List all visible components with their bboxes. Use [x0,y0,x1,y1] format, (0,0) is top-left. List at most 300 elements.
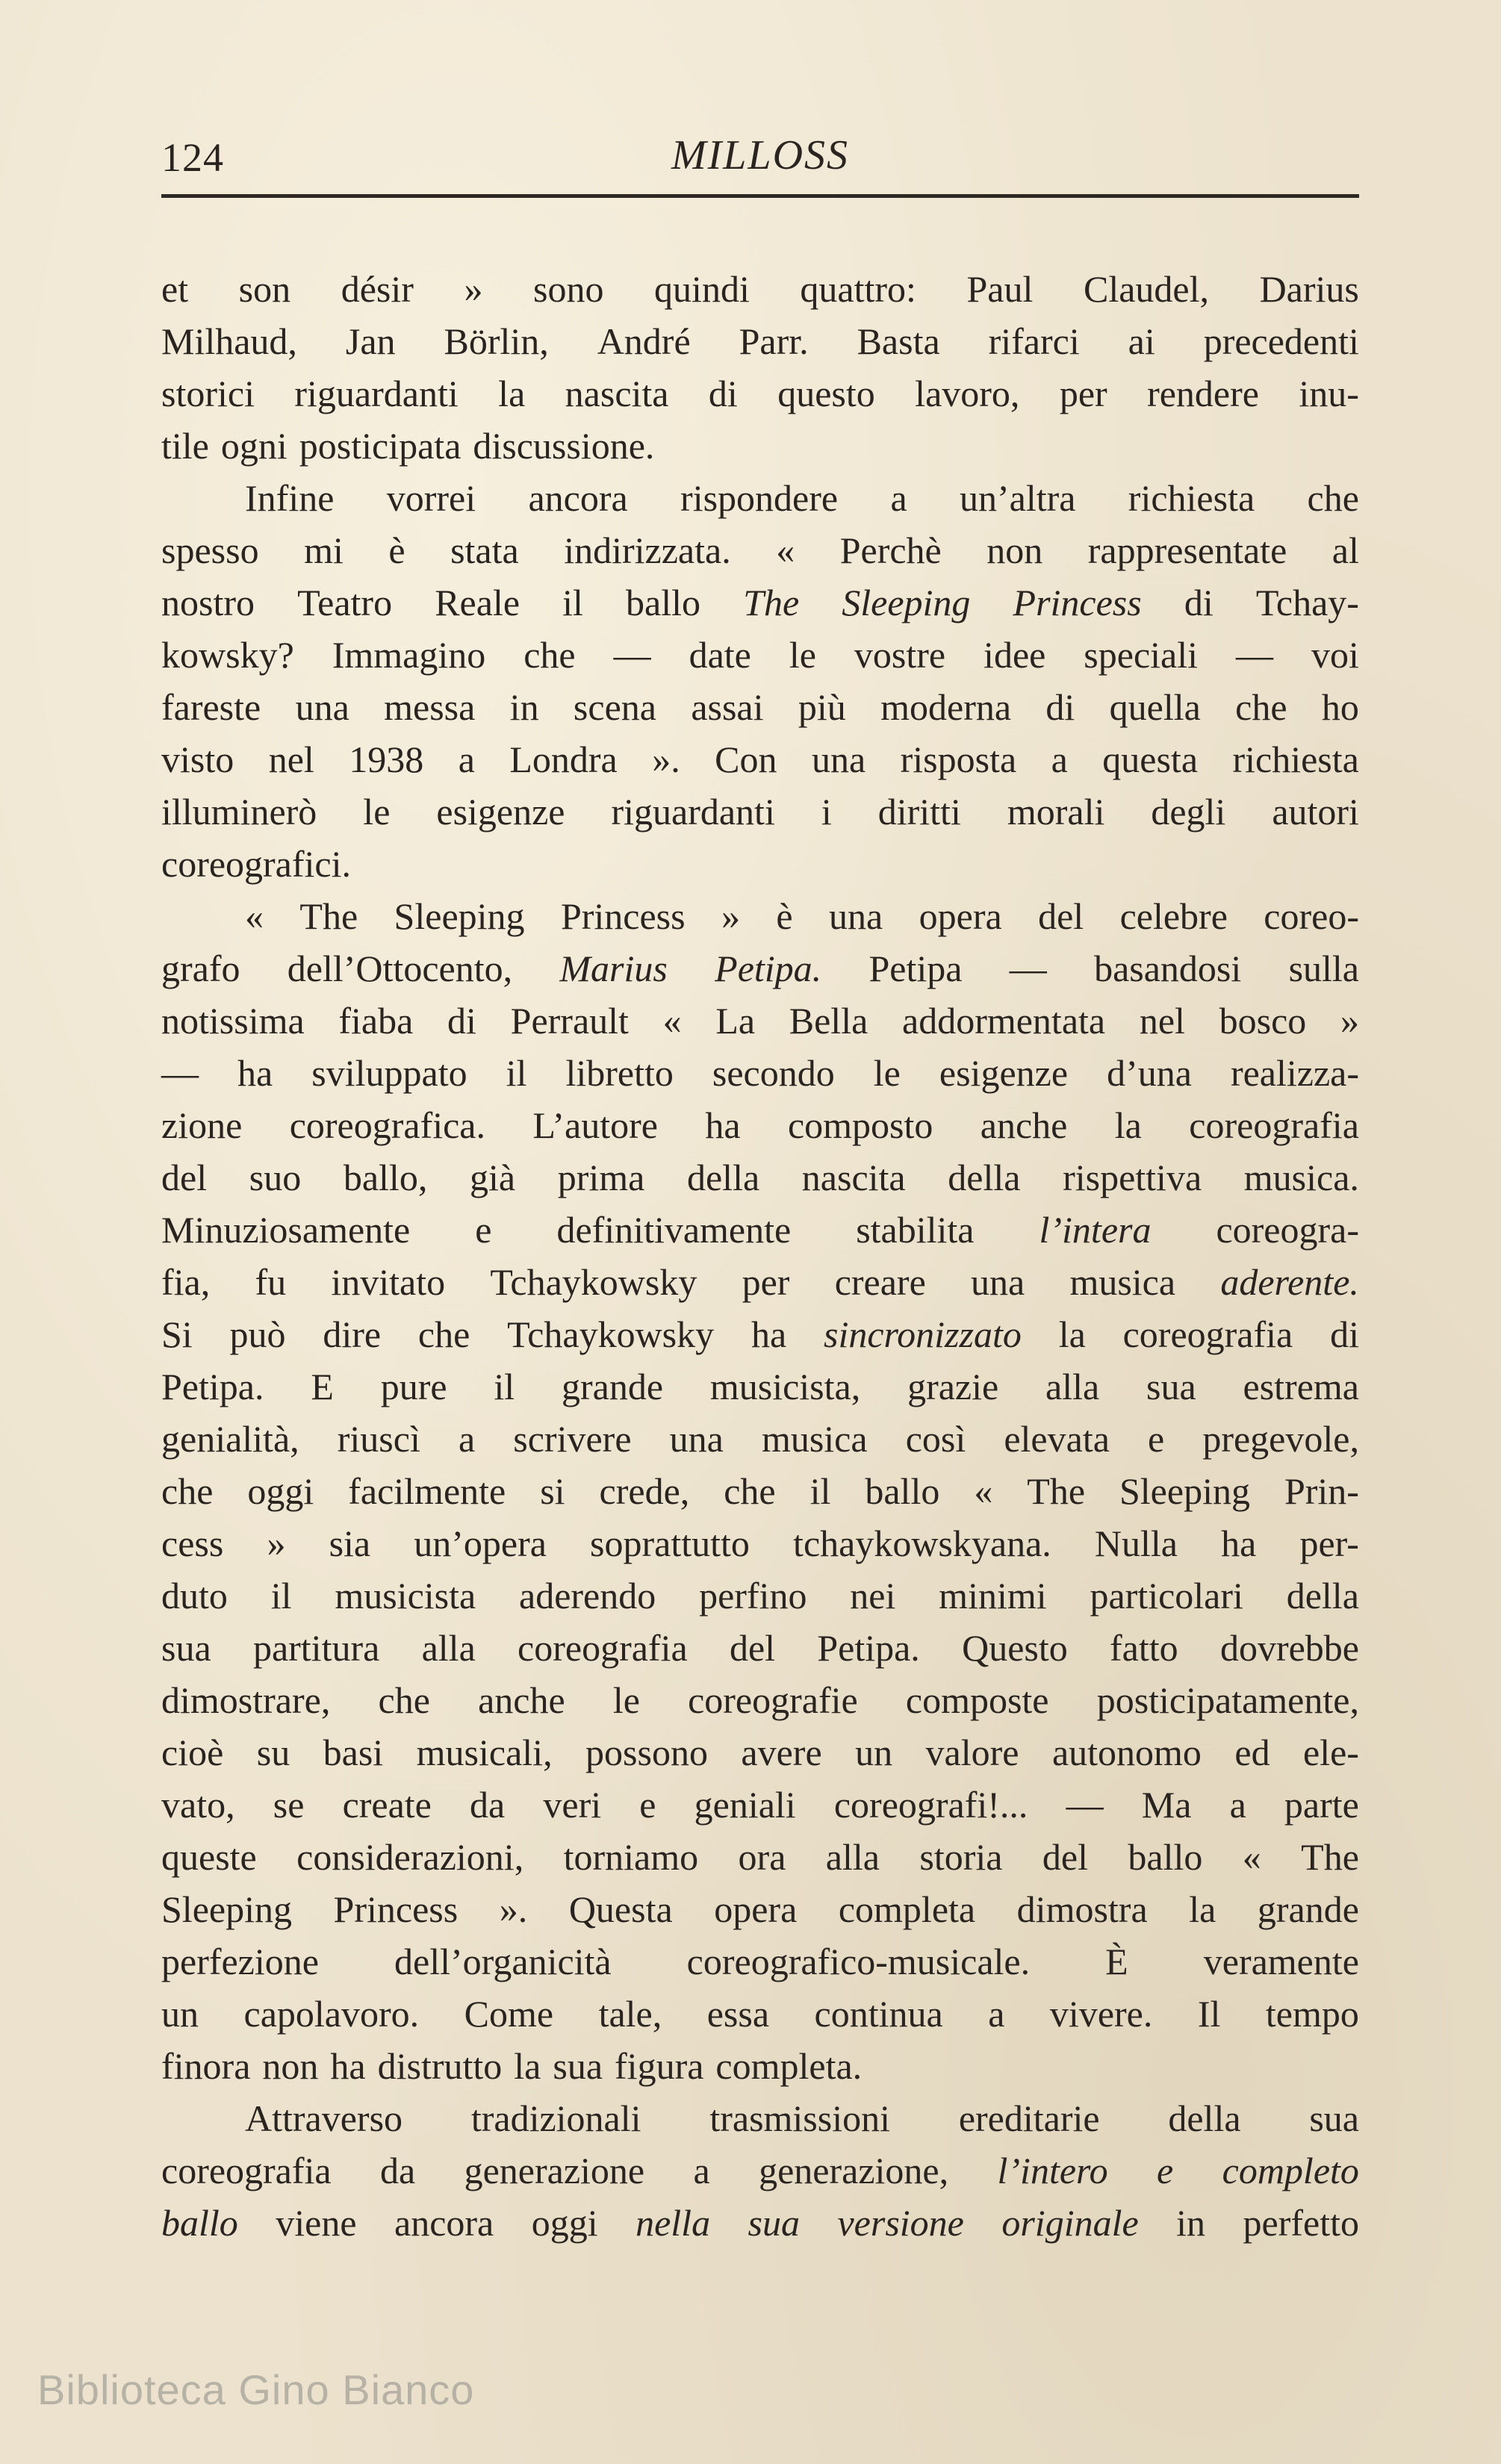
word: Princess [333,1888,459,1930]
word: una [669,1418,724,1460]
word: e [475,1209,492,1251]
word: nascita [801,1157,906,1198]
word: ha [1221,1522,1257,1564]
word: Perchè [839,529,942,571]
word: della [686,1157,760,1198]
word: coreografico-musicale. [686,1941,1031,1982]
word: rifarci [988,320,1080,362]
word: storici [161,373,255,414]
text-line [161,838,1359,890]
word: coreografia [1189,1104,1359,1146]
italic-word: ballo [161,2202,238,2244]
word: vorrei [386,477,476,519]
word: storia [919,1836,1003,1878]
word: il [270,1575,292,1617]
word: alla [1045,1366,1100,1407]
word: et [161,268,189,310]
text-line [161,1047,1359,1099]
word: messa [384,686,476,728]
italic-word: l’intera [1039,1209,1152,1251]
word: coreografia [518,1627,688,1669]
text-line [161,472,1359,524]
word: se [273,1784,305,1826]
text-line [161,1151,1359,1204]
word: coreogra- [1216,1209,1359,1251]
word: Sleeping [161,1888,292,1930]
word: richiesta [1128,477,1255,519]
word: opera [919,895,1002,937]
body-text [161,263,1359,2249]
word: queste [161,1836,257,1878]
word: 1938 [349,738,424,780]
word: Claudel, [1083,268,1209,310]
word: oggi [247,1470,314,1512]
word: « [245,895,264,937]
word: autonomo [1051,1732,1202,1773]
word: quindi [654,268,750,310]
word: grande [561,1366,664,1407]
word: — [1009,948,1047,989]
word: a [693,2150,710,2191]
word: oggi [531,2202,598,2244]
word: così [905,1418,966,1460]
italic-word: Marius [559,948,668,989]
word: del [1042,1836,1088,1878]
word: vivere. [1049,1993,1153,2035]
word: Petipa. [161,1366,264,1407]
word: — [1066,1784,1104,1826]
text-line [161,1569,1359,1622]
word: che [724,1470,776,1512]
word: veri [543,1784,602,1826]
word: Darius [1259,268,1359,310]
word: Questo [962,1627,1068,1669]
word: ancora [394,2202,494,2244]
word: del [161,1157,208,1198]
word: sviluppato [311,1052,467,1094]
word: trasmissioni [709,2097,891,2139]
word: un [161,1993,199,2035]
word: ». [499,1888,528,1930]
word: ballo [626,582,701,623]
word: fiaba [338,1000,414,1042]
word: una [811,738,866,780]
word: esigenze [436,791,565,833]
word: désir [341,268,414,310]
word: « [776,529,795,571]
word: questo [777,373,875,414]
word: Londra [509,738,618,780]
word: stabilita [856,1209,975,1251]
word: una [829,895,883,937]
word: coreografie [688,1679,858,1721]
word: « [1242,1836,1261,1878]
text-line [161,2092,1359,2144]
word: tale, [598,1993,662,2035]
word: illuminerò [161,791,317,833]
word: L’autore [532,1104,658,1146]
word: per [1059,373,1107,414]
word: speciali [1084,634,1199,676]
word: è [388,529,405,571]
word: nascita [565,373,669,414]
word: alla [825,1836,880,1878]
word: musicista [335,1575,476,1617]
word: soprattutto [590,1522,750,1564]
word: nostro [161,582,255,623]
word: André [597,320,691,362]
word: musica [1069,1261,1176,1303]
word: la [1114,1104,1142,1146]
word: coreografia [161,2150,332,2191]
word: assai [691,686,764,728]
word: di [1045,686,1075,728]
word: Infine [245,477,335,519]
word: possono [585,1732,708,1773]
word: aderendo [519,1575,656,1617]
word: coreografia [1122,1313,1293,1355]
library-watermark: Biblioteca Gino Bianco [37,2366,475,2413]
word: una [295,686,349,728]
word: notissima [161,1000,305,1042]
word: di [1184,582,1213,623]
word: autori [1272,791,1359,833]
text-line [161,2144,1359,2197]
word: della [1286,1575,1359,1617]
text-line [161,1674,1359,1726]
word: pregevole, [1202,1418,1359,1460]
word: considerazioni, [296,1836,524,1878]
text-line [161,629,1359,681]
word: elevata [1004,1418,1110,1460]
word: Sleeping [394,895,525,937]
word: scrivere [513,1418,632,1460]
italic-word: sua [748,2202,801,2244]
text-line [161,2040,1359,2092]
word: morali [1007,791,1105,833]
word: creare [834,1261,926,1303]
text-line [161,576,1359,629]
word: anche [478,1679,565,1721]
word: rappresentate [1087,529,1287,571]
word: Con [715,738,777,780]
word: E [311,1366,334,1407]
word: ha [750,1313,787,1355]
word: bosco [1219,1000,1307,1042]
word: minimi [939,1575,1047,1617]
word: la [1058,1313,1086,1355]
word: avere [741,1732,822,1773]
word: Prin- [1284,1470,1359,1512]
word: a [988,1993,1005,2035]
word: al [1331,529,1359,571]
word: coreografici. [161,843,352,885]
word: un’altra [959,477,1076,519]
word: di [1330,1313,1359,1355]
word: particolari [1090,1575,1243,1617]
word: nel [268,738,314,780]
word: rendere [1147,373,1259,414]
word: estrema [1243,1366,1359,1407]
word: basi [323,1732,384,1773]
word: Sleeping [1119,1470,1250,1512]
word: non [986,529,1043,571]
word: Immagino [332,634,486,676]
word: kowsky? [161,634,294,676]
word: libretto [565,1052,674,1094]
text-line [161,995,1359,1047]
word: le [789,634,816,676]
italic-word: nella [635,2202,711,2244]
word: richiesta [1232,738,1359,780]
word: ereditarie [958,2097,1100,2139]
word: indirizzata. [564,529,731,571]
word: posticipata [299,425,462,467]
word: ancora [528,477,628,519]
word: Tchaykowsky [507,1313,715,1355]
word: perfetto [1243,2202,1359,2244]
word: fu [255,1261,287,1303]
word: facilmente [348,1470,506,1512]
word: a [890,477,907,519]
header-rule [161,194,1359,198]
word: geniali [694,1784,796,1826]
text-line [161,1779,1359,1831]
word: voi [1311,634,1359,676]
word: visto [161,738,234,780]
word: ballo, [343,1157,428,1198]
word: che [378,1679,430,1721]
word: addormentata [902,1000,1106,1042]
word: inu- [1299,373,1359,414]
italic-word: The [743,582,800,623]
word: della [1168,2097,1241,2139]
word: fatto [1110,1627,1178,1669]
word: non [262,2045,319,2087]
word: il [562,582,583,623]
word: in [1176,2202,1206,2244]
word: di [447,1000,476,1042]
word: generazione, [759,2150,949,2191]
text-line [161,1517,1359,1569]
word: coreografica. [289,1104,485,1146]
word: finora [161,2045,251,2087]
word: per- [1299,1522,1359,1564]
word: scena [573,686,656,728]
word: che [1235,686,1287,728]
word: Parr. [739,320,809,362]
word: date [689,634,751,676]
text-line [161,524,1359,576]
word: tradizionali [470,2097,641,2139]
word: ele- [1303,1732,1359,1773]
word: ballo [1128,1836,1203,1878]
word: » [464,268,483,310]
word: nel [1139,1000,1185,1042]
word: a [458,738,475,780]
word: già [469,1157,516,1198]
word: Nulla [1094,1522,1178,1564]
word: il [506,1052,527,1094]
word: a [1229,1784,1246,1826]
text-line [161,263,1359,315]
word: completa [838,1888,976,1930]
word: rispettiva [1063,1157,1202,1198]
word: tempo [1265,1993,1359,2035]
word: essa [706,1993,770,2035]
word: Perrault [510,1000,629,1042]
word: sono [533,268,604,310]
word: son [238,268,291,310]
word: Bella [789,1000,868,1042]
word: perfezione [161,1941,319,1982]
word: i [821,791,832,833]
word: nei [850,1575,896,1617]
word: Reale [435,582,520,623]
text-line [161,2197,1359,2249]
word: in [509,686,539,728]
word: generazione [464,2150,645,2191]
text-line [161,942,1359,995]
italic-word: Princess [1013,582,1142,623]
word: Il [1197,1993,1221,2035]
italic-word: l’intero [997,2150,1108,2191]
word: idee [983,634,1046,676]
word: The [299,895,358,937]
word: dimostrare, [161,1679,331,1721]
word: stata [450,529,519,571]
text-line [161,367,1359,420]
word: torniamo [563,1836,699,1878]
word: dell’Ottocento, [287,948,513,989]
word: vostre [854,634,946,676]
word: che [523,634,576,676]
text-line [161,1465,1359,1517]
word: le [612,1679,640,1721]
word: dimostra [1016,1888,1148,1930]
word: quattro: [800,268,916,310]
text-line [161,1988,1359,2040]
word: create [342,1784,432,1826]
word: Princess [560,895,686,937]
word: di [708,373,738,414]
word: » [1340,1000,1359,1042]
word: d’una [1107,1052,1192,1094]
word: a [458,1418,476,1460]
word: risposta [900,738,1017,780]
word: Basta [857,320,940,362]
word: sua [553,2045,603,2087]
word: fia, [161,1261,211,1303]
italic-word: e [1157,2150,1174,2191]
word: Jan [345,320,396,362]
word: le [873,1052,901,1094]
word: Tchay- [1255,582,1359,623]
word: dell’organicità [394,1941,612,1982]
word: esigenze [939,1052,1069,1094]
word: spesso [161,529,259,571]
word: alla [421,1627,476,1669]
word: quella [1109,686,1201,728]
word: fareste [161,686,261,728]
word: figura [615,2045,704,2087]
word: opera [714,1888,798,1930]
word: musicista, [709,1366,861,1407]
word: e [1148,1418,1165,1460]
word: Teatro [297,582,393,623]
italic-word: Petipa. [715,948,822,989]
text-line [161,681,1359,733]
word: valore [925,1732,1019,1773]
word: si [540,1470,565,1512]
word: — [1235,634,1273,676]
word: un [855,1732,893,1773]
word: del [1038,895,1084,937]
word: « [662,1000,682,1042]
text-line [161,1308,1359,1360]
word: più [798,686,846,728]
word: da [470,1784,506,1826]
word: « [974,1470,993,1512]
word: lavoro, [915,373,1020,414]
word: sua [161,1627,211,1669]
word: The [1027,1470,1086,1512]
word: Petipa [868,948,963,989]
word: ha [705,1104,741,1146]
word: suo [249,1157,302,1198]
word: » [267,1522,286,1564]
word: ha [237,1052,273,1094]
word: degli [1151,791,1226,833]
word: ogni [220,425,288,467]
word: per [742,1261,790,1303]
word: Petipa. [817,1627,920,1669]
word: Tchaykowsky [490,1261,697,1303]
text-line [161,420,1359,472]
word: ha [330,2045,366,2087]
word: discussione. [473,425,655,467]
word: The [1301,1836,1359,1878]
text-line [161,1360,1359,1413]
word: È [1105,1941,1128,1982]
word: cess [161,1522,224,1564]
word: completa. [715,2045,863,2087]
italic-word: versione [837,2202,964,2244]
italic-word: originale [1001,2202,1139,2244]
word: prima [557,1157,645,1198]
text-line [161,1935,1359,1988]
word: sua [1146,1366,1196,1407]
word: dire [323,1313,382,1355]
word: definitivamente [556,1209,792,1251]
word: che [161,1470,214,1512]
word: le [363,791,391,833]
word: ballo [865,1470,940,1512]
word: vato, [161,1784,235,1826]
word: può [229,1313,286,1355]
word: questa [1102,738,1199,780]
italic-word: sincronizzato [824,1313,1022,1355]
text-line [161,1413,1359,1465]
word: mi [304,529,344,571]
word: Si [161,1313,193,1355]
word: sia [329,1522,371,1564]
word: continua [814,1993,943,2035]
word: Minuziosamente [161,1209,411,1251]
word: cioè [161,1732,224,1773]
word: riguardanti [611,791,775,833]
word: Milhaud, [161,320,297,362]
